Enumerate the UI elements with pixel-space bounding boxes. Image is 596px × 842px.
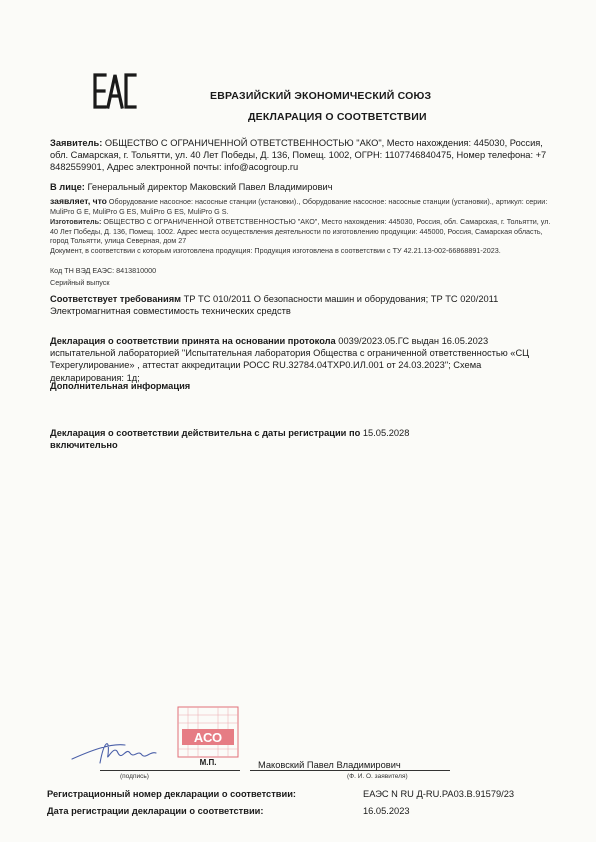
validity-label: Декларация о соответствии действительна с даты регистрации по — [50, 428, 361, 438]
applicant-text: ОБЩЕСТВО С ОГРАНИЧЕННОЙ ОТВЕТСТВЕННОСТЬЮ "АКО", Место нахождения: 445030, Россия, обл. Самарская, г. Тольятти, ул. 40 Лет Победы, Д. 136, Помещ. 1002, ОГРН: 1107746840475, Номер телефона: +7 8482559901, Адрес электронной почты: info@acogroup.ru — [50, 138, 547, 173]
registration-date: 16.05.2023 — [363, 806, 410, 816]
signer-name: Маковский Павел Владимирович — [258, 760, 401, 770]
stamp-mp: М.П. — [199, 758, 217, 767]
document-title: ДЕКЛАРАЦИЯ О СООТВЕТСТВИИ — [248, 111, 427, 123]
signature-line — [100, 770, 240, 771]
stamp-text: АСО — [193, 730, 223, 745]
tn-ved-code: Код ТН ВЭД ЕАЭС: 8413810000 — [50, 266, 157, 275]
declares-text: Оборудование насосное: насосные станции (установки)., Оборудование насосное: насосные станции (установки)., артикул: серии: MuliPro G E, MuliPro G ES, MuliPro G ES, MuliPro G S. — [50, 197, 548, 216]
manufacturer-block — [50, 217, 556, 246]
registration-number: ЕАЭС N RU Д-RU.PA03.B.91579/23 — [363, 789, 515, 799]
declares-label: заявляет, что — [50, 196, 107, 206]
union-title: ЕВРАЗИЙСКИЙ ЭКОНОМИЧЕСКИЙ СОЮЗ — [210, 90, 432, 102]
requirements-block — [50, 293, 556, 317]
registration-date-label: Дата регистрации декларации о соответствии: — [47, 806, 264, 816]
signature-caption: (подпись) — [120, 773, 149, 780]
person-block — [50, 181, 556, 193]
validity-block — [50, 427, 556, 451]
requirements-label: Соответствует требованиям — [50, 294, 182, 304]
registration-number-label: Регистрационный номер декларации о соответствии: — [47, 789, 297, 799]
basis-block — [50, 335, 556, 384]
name-line — [250, 770, 450, 771]
handwritten-signature — [70, 731, 160, 771]
requirements-text: ТР ТС 010/2011 О безопасности машин и оборудования; ТР ТС 020/2011 Электромагнитная совместимость технических средств — [50, 294, 499, 317]
manufacturer-text: ОБЩЕСТВО С ОГРАНИЧЕННОЙ ОТВЕТСТВЕННОСТЬЮ "АКО", Место нахождения: 445030, Россия, обл. Самарская, г. Тольятти, ул. 40 Лет Победы, Д. 136, Помещ. 1002. Адрес места осуществления деятельности по изготовлению продукции: 445000, Россия, Самарская область, город Тольятти, улица Северная, дом 27 — [50, 217, 551, 246]
eac-logo — [93, 72, 137, 110]
company-stamp — [176, 705, 240, 767]
validity-suffix: включительно — [50, 440, 118, 451]
serial-release: Серийный выпуск — [50, 278, 110, 287]
validity-date: 15.05.2028 — [360, 428, 410, 438]
person-label: В лице: — [50, 182, 85, 192]
basis-text: 0039/2023.05.ГС выдан 16.05.2023 испытательной лабораторией "Испытательная лаборатория Общества с ограниченной ответственностью «СЦ Техрегулирование» , аттестат аккредитации РОСС RU.32784.04ТХР0.ИЛ.001 от 24.03.2023"; Схема декларирования: 1д; — [50, 336, 530, 383]
declares-block — [50, 197, 556, 216]
applicant-label: Заявитель: — [50, 138, 103, 148]
person-text: Генеральный директор Маковский Павел Владимирович — [84, 182, 333, 192]
applicant-block — [50, 137, 556, 174]
name-caption: (Ф. И. О. заявителя) — [347, 773, 408, 780]
manufacturer-document: Документ, в соответствии с которым изготовлена продукция: Продукция изготовлена в соответствии с ТУ 42.21.13-002-66868891-2023. — [50, 246, 501, 255]
additional-info-label: Дополнительная информация — [50, 381, 191, 391]
manufacturer-label: Изготовитель: — [50, 217, 102, 226]
basis-label: Декларация о соответствии принята на основании протокола — [50, 336, 336, 346]
